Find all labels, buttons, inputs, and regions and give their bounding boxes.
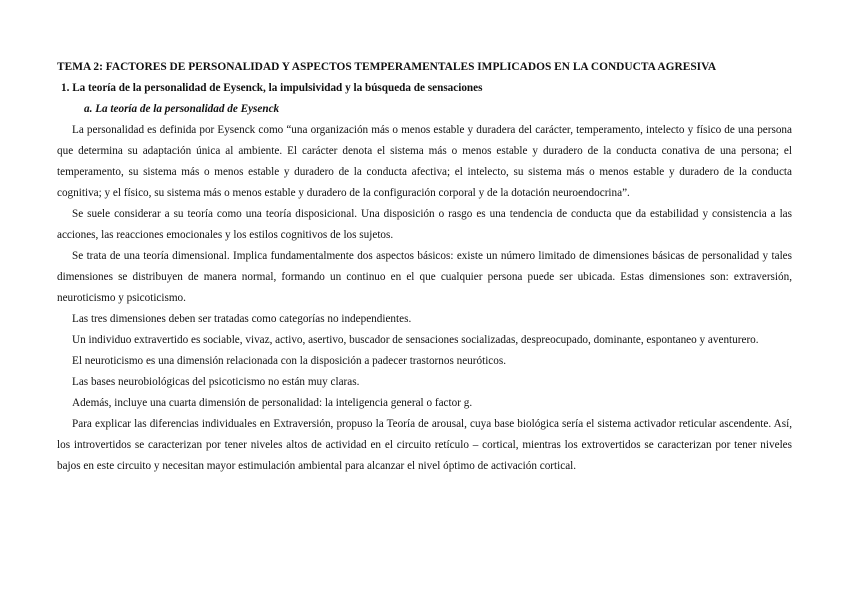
document-body	[57, 57, 792, 477]
paragraph-arousal: Para explicar las diferencias individuales en Extraversión, propuso la Teoría de arousal, cuya base biológica sería el sistema activador reticular ascendente. Así, los introvertidos se caracterizan por tener niveles altos de actividad en el circuito retículo – cortical, mientras los extrovertidos se caracterizan por tener niveles bajos en este circuito y necesitan mayor estimulación ambiental para alcanzar el nivel óptimo de activación cortical.	[57, 418, 792, 472]
paragraph-extravertido: Un individuo extravertido es sociable, vivaz, activo, asertivo, buscador de sensaciones socializadas, despreocupado, dominante, espontaneo y aventurero.	[72, 334, 759, 346]
paragraph-psicoticismo: Las bases neurobiológicas del psicoticismo no están muy claras.	[72, 376, 360, 388]
paragraph-dispositional: Se suele considerar a su teoría como una teoría disposicional. Una disposición o rasgo es una tendencia de conducta que da estabilidad y consistencia a las acciones, las reacciones emocionales y los estilos cognitivos de los sujetos.	[57, 208, 792, 241]
paragraph-dimensional: Se trata de una teoría dimensional. Implica fundamentalmente dos aspectos básicos: existe un número limitado de dimensiones básicas de personalidad y tales dimensiones se distribuyen de manera normal, formando un continuo en el que cualquier persona puede ser ubicada. Estas dimensiones son: extraversión, neuroticismo y psicoticismo.	[57, 250, 792, 304]
paragraph-definition: La personalidad es definida por Eysenck como “una organización más o menos estable y duradera del carácter, temperamento, intelecto y físico de una persona que determina su adaptación única al ambiente. El carácter denota el sistema más o menos estable y duradero de la conducta conativa de una persona; el temperamento, su sistema más o menos estable y duradero de la conducta afectiva; el intelecto, su sistema más o menos estable y duradero de la conducta cognitiva; y el físico, su sistema más o menos estable y duradero de la configuración corporal y de la dotación neuroendocrina”.	[57, 124, 792, 199]
document-title: TEMA 2: FACTORES DE PERSONALIDAD Y ASPECTOS TEMPERAMENTALES IMPLICADOS EN LA CONDUCTA AGRESIVA	[57, 61, 717, 73]
paragraph-inteligencia: Además, incluye una cuarta dimensión de personalidad: la inteligencia general o factor g.	[72, 397, 473, 409]
paragraph-categories: Las tres dimensiones deben ser tratadas como categorías no independientes.	[72, 313, 412, 325]
subsection-heading: a. La teoría de la personalidad de Eysenck	[84, 103, 280, 115]
paragraph-neuroticismo: El neuroticismo es una dimensión relacionada con la disposición a padecer trastornos neuróticos.	[72, 355, 507, 367]
section-heading: 1. La teoría de la personalidad de Eysenck, la impulsividad y la búsqueda de sensaciones	[61, 82, 483, 94]
